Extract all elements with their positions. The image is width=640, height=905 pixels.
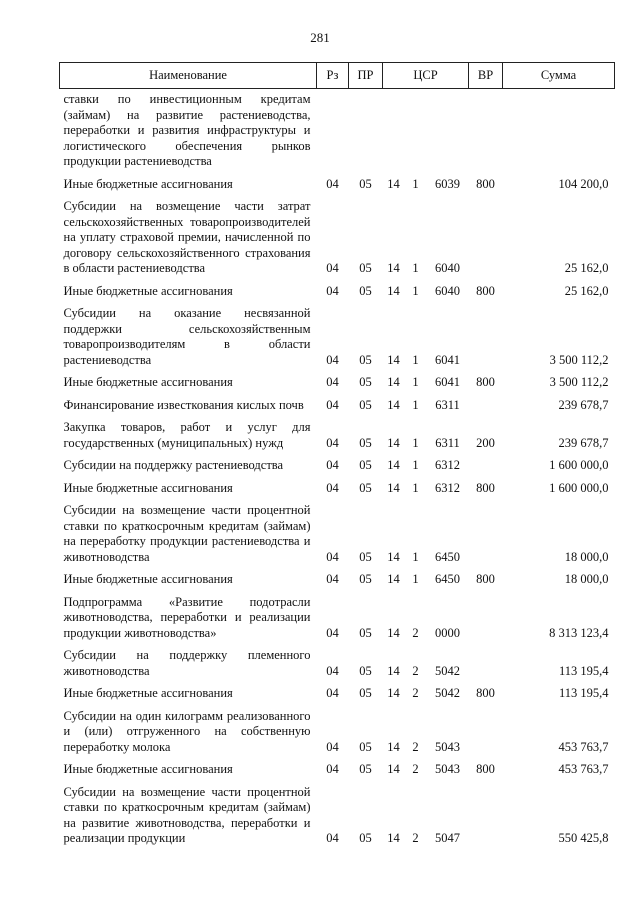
row-csr-program: 14 bbox=[387, 283, 400, 298]
row-sum: 550 425,8 bbox=[558, 831, 609, 845]
row-csr-program: 14 bbox=[387, 663, 400, 678]
row-sum: 239 678,7 bbox=[558, 435, 609, 450]
table-row bbox=[60, 395, 615, 418]
row-pr: 05 bbox=[359, 686, 372, 700]
table-row bbox=[60, 174, 615, 197]
row-csr-code: 6040 bbox=[435, 261, 460, 275]
row-pr: 05 bbox=[359, 176, 372, 191]
row-csr-subprogram: 1 bbox=[412, 458, 419, 472]
row-csr-program bbox=[383, 89, 405, 174]
row-csr-subprogram: 1 bbox=[412, 480, 419, 495]
row-csr-subprogram: 1 bbox=[412, 261, 419, 275]
row-pr: 05 bbox=[359, 283, 372, 298]
row-pr: 05 bbox=[359, 375, 372, 389]
header-name: Наименование bbox=[60, 63, 317, 89]
row-vr: 800 bbox=[476, 762, 495, 776]
row-rz: 04 bbox=[326, 458, 339, 472]
row-csr-program: 14 bbox=[387, 375, 400, 389]
row-csr-code: 6311 bbox=[435, 435, 460, 450]
row-name: Закупка товаров, работ и услуг для государственных (муниципальных) нужд bbox=[63, 420, 311, 450]
row-name: Иные бюджетные ассигнования bbox=[63, 176, 233, 191]
row-rz bbox=[317, 89, 349, 174]
table-body bbox=[60, 89, 615, 851]
table-row bbox=[60, 500, 615, 569]
row-rz: 04 bbox=[326, 739, 339, 754]
row-rz: 04 bbox=[326, 397, 339, 412]
table-row bbox=[60, 196, 615, 281]
row-csr-code: 6041 bbox=[435, 352, 460, 367]
row-csr-program: 14 bbox=[387, 435, 400, 450]
row-csr-program: 14 bbox=[387, 625, 400, 640]
row-csr-code: 6040 bbox=[435, 283, 460, 298]
row-csr-code: 6450 bbox=[435, 572, 460, 586]
row-csr-code: 6312 bbox=[435, 480, 460, 495]
row-name: Субсидии на один килограмм реализованного и (или) отгруженного на собственную переработку молока bbox=[63, 708, 311, 754]
row-sum: 1 600 000,0 bbox=[549, 480, 609, 495]
row-csr-code: 6450 bbox=[435, 549, 460, 564]
row-csr-subprogram: 1 bbox=[412, 435, 419, 450]
row-rz: 04 bbox=[326, 435, 339, 450]
row-pr: 05 bbox=[359, 572, 372, 586]
row-csr-program: 14 bbox=[387, 686, 400, 700]
row-vr: 800 bbox=[476, 375, 495, 389]
row-name: Субсидии на оказание несвязанной поддержки сельскохозяйственным товаропроизводителям в области растениеводства bbox=[63, 306, 311, 367]
row-sum bbox=[503, 89, 615, 174]
row-sum: 113 195,4 bbox=[558, 686, 609, 700]
table-row bbox=[60, 706, 615, 760]
table-row bbox=[60, 782, 615, 851]
row-csr-subprogram: 2 bbox=[412, 663, 419, 678]
row-csr-program: 14 bbox=[387, 261, 400, 275]
header-sum: Сумма bbox=[503, 63, 615, 89]
row-name: Иные бюджетные ассигнования bbox=[63, 283, 233, 298]
row-rz: 04 bbox=[326, 549, 339, 564]
row-vr bbox=[469, 303, 503, 372]
table-row bbox=[60, 455, 615, 478]
row-csr-program: 14 bbox=[387, 762, 400, 776]
row-rz: 04 bbox=[326, 352, 339, 367]
row-rz: 04 bbox=[326, 261, 339, 275]
row-vr bbox=[469, 592, 503, 646]
row-name: Иные бюджетные ассигнования bbox=[63, 762, 233, 776]
table-header-row bbox=[60, 63, 615, 89]
row-rz: 04 bbox=[326, 663, 339, 678]
row-name: Субсидии на возмещение части процентной ставки по краткосрочным кредитам (займам) на переработку продукции растениеводства и животноводства bbox=[63, 503, 311, 564]
row-csr-code: 6312 bbox=[435, 458, 460, 472]
row-sum: 3 500 112,2 bbox=[549, 352, 609, 367]
row-name: Иные бюджетные ассигнования bbox=[63, 572, 233, 586]
table-row bbox=[60, 281, 615, 304]
row-vr bbox=[469, 782, 503, 851]
row-name: Подпрограмма «Развитие подотрасли животноводства, переработки и реализации продукции животноводства» bbox=[63, 594, 311, 640]
table-row bbox=[60, 478, 615, 501]
row-csr-code: 5042 bbox=[435, 686, 460, 700]
row-name: Субсидии на поддержку племенного животноводства bbox=[63, 648, 311, 678]
row-rz: 04 bbox=[326, 572, 339, 586]
row-rz: 04 bbox=[326, 686, 339, 700]
table-row bbox=[60, 372, 615, 395]
row-vr: 800 bbox=[476, 176, 495, 191]
row-pr: 05 bbox=[359, 458, 372, 472]
row-rz: 04 bbox=[326, 762, 339, 776]
row-csr-program: 14 bbox=[387, 480, 400, 495]
row-rz: 04 bbox=[326, 480, 339, 495]
row-sum: 104 200,0 bbox=[558, 176, 609, 191]
row-csr-program: 14 bbox=[387, 831, 400, 845]
table-row bbox=[60, 569, 615, 592]
table-row bbox=[60, 417, 615, 455]
row-rz: 04 bbox=[326, 176, 339, 191]
table-row bbox=[60, 645, 615, 683]
row-csr-code: 6041 bbox=[435, 375, 460, 389]
row-csr-program: 14 bbox=[387, 397, 400, 412]
row-csr-subprogram: 1 bbox=[412, 549, 419, 564]
row-vr bbox=[469, 89, 503, 174]
row-csr-subprogram: 2 bbox=[412, 625, 419, 640]
row-vr bbox=[469, 645, 503, 683]
row-csr-program: 14 bbox=[387, 549, 400, 564]
row-pr: 05 bbox=[359, 549, 372, 564]
row-csr-subprogram: 2 bbox=[412, 831, 419, 845]
row-csr-program: 14 bbox=[387, 176, 400, 191]
row-sum: 8 313 123,4 bbox=[549, 625, 609, 640]
row-rz: 04 bbox=[326, 831, 339, 845]
row-name: Финансирование известкования кислых почв bbox=[63, 397, 304, 412]
row-csr-code: 5047 bbox=[435, 831, 460, 845]
page-number: 281 bbox=[310, 30, 330, 45]
row-name: Субсидии на поддержку растениеводства bbox=[63, 458, 284, 472]
row-vr bbox=[469, 395, 503, 418]
row-rz: 04 bbox=[326, 283, 339, 298]
row-vr bbox=[469, 196, 503, 281]
row-csr-program: 14 bbox=[387, 739, 400, 754]
row-name: Субсидии на возмещение части процентной ставки по краткосрочным кредитам (займам) на развитие животноводства, переработки и реализации продукции bbox=[63, 784, 311, 845]
table-row bbox=[60, 303, 615, 372]
header-vr: ВР bbox=[469, 63, 503, 89]
table-row bbox=[60, 683, 615, 706]
row-csr-program: 14 bbox=[387, 572, 400, 586]
header-pr: ПР bbox=[349, 63, 383, 89]
row-vr bbox=[469, 500, 503, 569]
header-csr: ЦСР bbox=[383, 63, 469, 89]
row-pr: 05 bbox=[359, 663, 372, 678]
row-pr: 05 bbox=[359, 762, 372, 776]
row-pr bbox=[349, 89, 383, 174]
row-vr bbox=[469, 706, 503, 760]
table-row bbox=[60, 89, 615, 174]
row-sum: 113 195,4 bbox=[558, 663, 609, 678]
row-csr-code: 6039 bbox=[435, 176, 460, 191]
row-csr-subprogram: 2 bbox=[412, 686, 419, 700]
row-pr: 05 bbox=[359, 480, 372, 495]
row-sum: 453 763,7 bbox=[558, 739, 609, 754]
header-rz: Рз bbox=[317, 63, 349, 89]
row-csr-subprogram: 1 bbox=[412, 283, 419, 298]
row-sum: 25 162,0 bbox=[564, 283, 609, 298]
row-sum: 18 000,0 bbox=[564, 549, 609, 564]
budget-table bbox=[59, 62, 615, 851]
table-row bbox=[60, 592, 615, 646]
row-name: Иные бюджетные ассигнования bbox=[63, 375, 233, 389]
row-vr: 800 bbox=[476, 283, 495, 298]
row-vr bbox=[469, 455, 503, 478]
row-csr-subprogram: 2 bbox=[412, 739, 419, 754]
row-sum: 239 678,7 bbox=[558, 397, 609, 412]
row-pr: 05 bbox=[359, 625, 372, 640]
row-csr-code bbox=[427, 89, 469, 174]
row-sum: 18 000,0 bbox=[564, 572, 609, 586]
row-csr-code: 0000 bbox=[435, 625, 460, 640]
row-csr-code: 6311 bbox=[435, 397, 460, 412]
row-pr: 05 bbox=[359, 435, 372, 450]
row-sum: 3 500 112,2 bbox=[549, 375, 609, 389]
row-csr-code: 5043 bbox=[435, 762, 460, 776]
row-csr-code: 5042 bbox=[435, 663, 460, 678]
row-csr-subprogram: 1 bbox=[412, 397, 419, 412]
row-name: Субсидии на возмещение части затрат сельскохозяйственных товаропроизводителей на уплату страховой премии, начисленной по договору сельскохозяйственного страхования в области растениеводства bbox=[63, 199, 311, 275]
row-pr: 05 bbox=[359, 352, 372, 367]
row-pr: 05 bbox=[359, 261, 372, 275]
row-vr: 200 bbox=[476, 435, 495, 450]
row-sum: 25 162,0 bbox=[564, 261, 609, 275]
row-pr: 05 bbox=[359, 739, 372, 754]
row-pr: 05 bbox=[359, 831, 372, 845]
row-sum: 453 763,7 bbox=[558, 762, 609, 776]
row-rz: 04 bbox=[326, 375, 339, 389]
row-csr-subprogram: 1 bbox=[412, 176, 419, 191]
row-pr: 05 bbox=[359, 397, 372, 412]
row-rz: 04 bbox=[326, 625, 339, 640]
row-csr-program: 14 bbox=[387, 458, 400, 472]
row-name: Иные бюджетные ассигнования bbox=[63, 686, 233, 700]
row-sum: 1 600 000,0 bbox=[549, 458, 609, 472]
table-row bbox=[60, 759, 615, 782]
row-name: ставки по инвестиционным кредитам (займам) на развитие растениеводства, переработки и развития инфраструктуры и логистического обеспечения рынков продукции растениеводства bbox=[63, 92, 311, 168]
row-csr-subprogram: 1 bbox=[412, 375, 419, 389]
row-vr: 800 bbox=[476, 480, 495, 495]
row-csr-code: 5043 bbox=[435, 739, 460, 754]
row-csr-subprogram bbox=[405, 89, 427, 174]
row-csr-subprogram: 2 bbox=[412, 762, 419, 776]
row-csr-subprogram: 1 bbox=[412, 352, 419, 367]
row-csr-program: 14 bbox=[387, 352, 400, 367]
row-vr: 800 bbox=[476, 572, 495, 586]
row-name: Иные бюджетные ассигнования bbox=[63, 480, 233, 495]
row-csr-subprogram: 1 bbox=[412, 572, 419, 586]
row-vr: 800 bbox=[476, 686, 495, 700]
